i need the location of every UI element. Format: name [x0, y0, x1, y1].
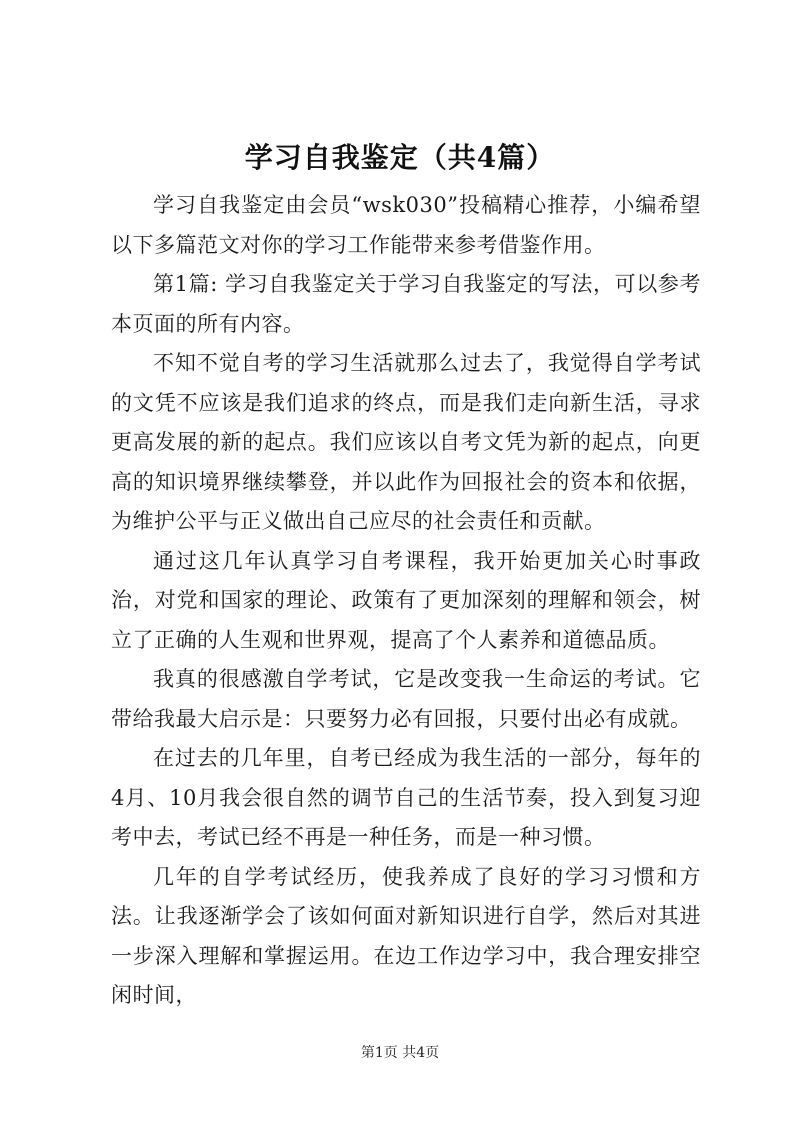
- page-number-footer: 第1页 共4页: [360, 1045, 440, 1061]
- paragraph-3: 通过这几年认真学习自考课程，我开始更加关心时事政治，对党和国家的理论、政策有了更加深刻的理解和领会，树立了正确的人生观和世界观，提高了个人素养和道德品质。: [111, 548, 701, 652]
- document-body: [111, 186, 701, 1016]
- paragraph-2: 不知不觉自考的学习生活就那么过去了，我觉得自学考试的文凭不应该是我们追求的终点，而是我们走向新生活，寻求更高发展的新的起点。我们应该以自考文凭为新的起点，向更高的知识境界继续攀登，并以此作为回报社会的资本和依据，为维护公平与正义做出自己应尽的社会责任和贡献。: [111, 351, 701, 533]
- paragraph-5: 在过去的几年里，自考已经成为我生活的一部分，每年的4月、10月我会很自然的调节自己的生活节奏，投入到复习迎考中去，考试已经不再是一种任务，而是一种习惯。: [111, 746, 701, 849]
- paragraph-6: 几年的自学考试经历，使我养成了良好的学习习惯和方法。让我逐渐学会了该如何面对新知识进行自学，然后对其进一步深入理解和掌握运用。在边工作边学习中，我合理安排空闲时间，: [111, 864, 701, 1007]
- paragraph-intro: 学习自我鉴定由会员“wsk030”投稿精心推荐，小编希望以下多篇范文对你的学习工作能带来参考借鉴作用。: [111, 193, 701, 257]
- paragraph-4: 我真的很感激自学考试，它是改变我一生命运的考试。它带给我最大启示是：只要努力必有回报，只要付出必有成就。: [111, 667, 701, 731]
- document-title: 学习自我鉴定（共4篇）: [244, 141, 556, 174]
- paragraph-1: 第1篇: 学习自我鉴定关于学习自我鉴定的写法，可以参考本页面的所有内容。: [111, 272, 701, 336]
